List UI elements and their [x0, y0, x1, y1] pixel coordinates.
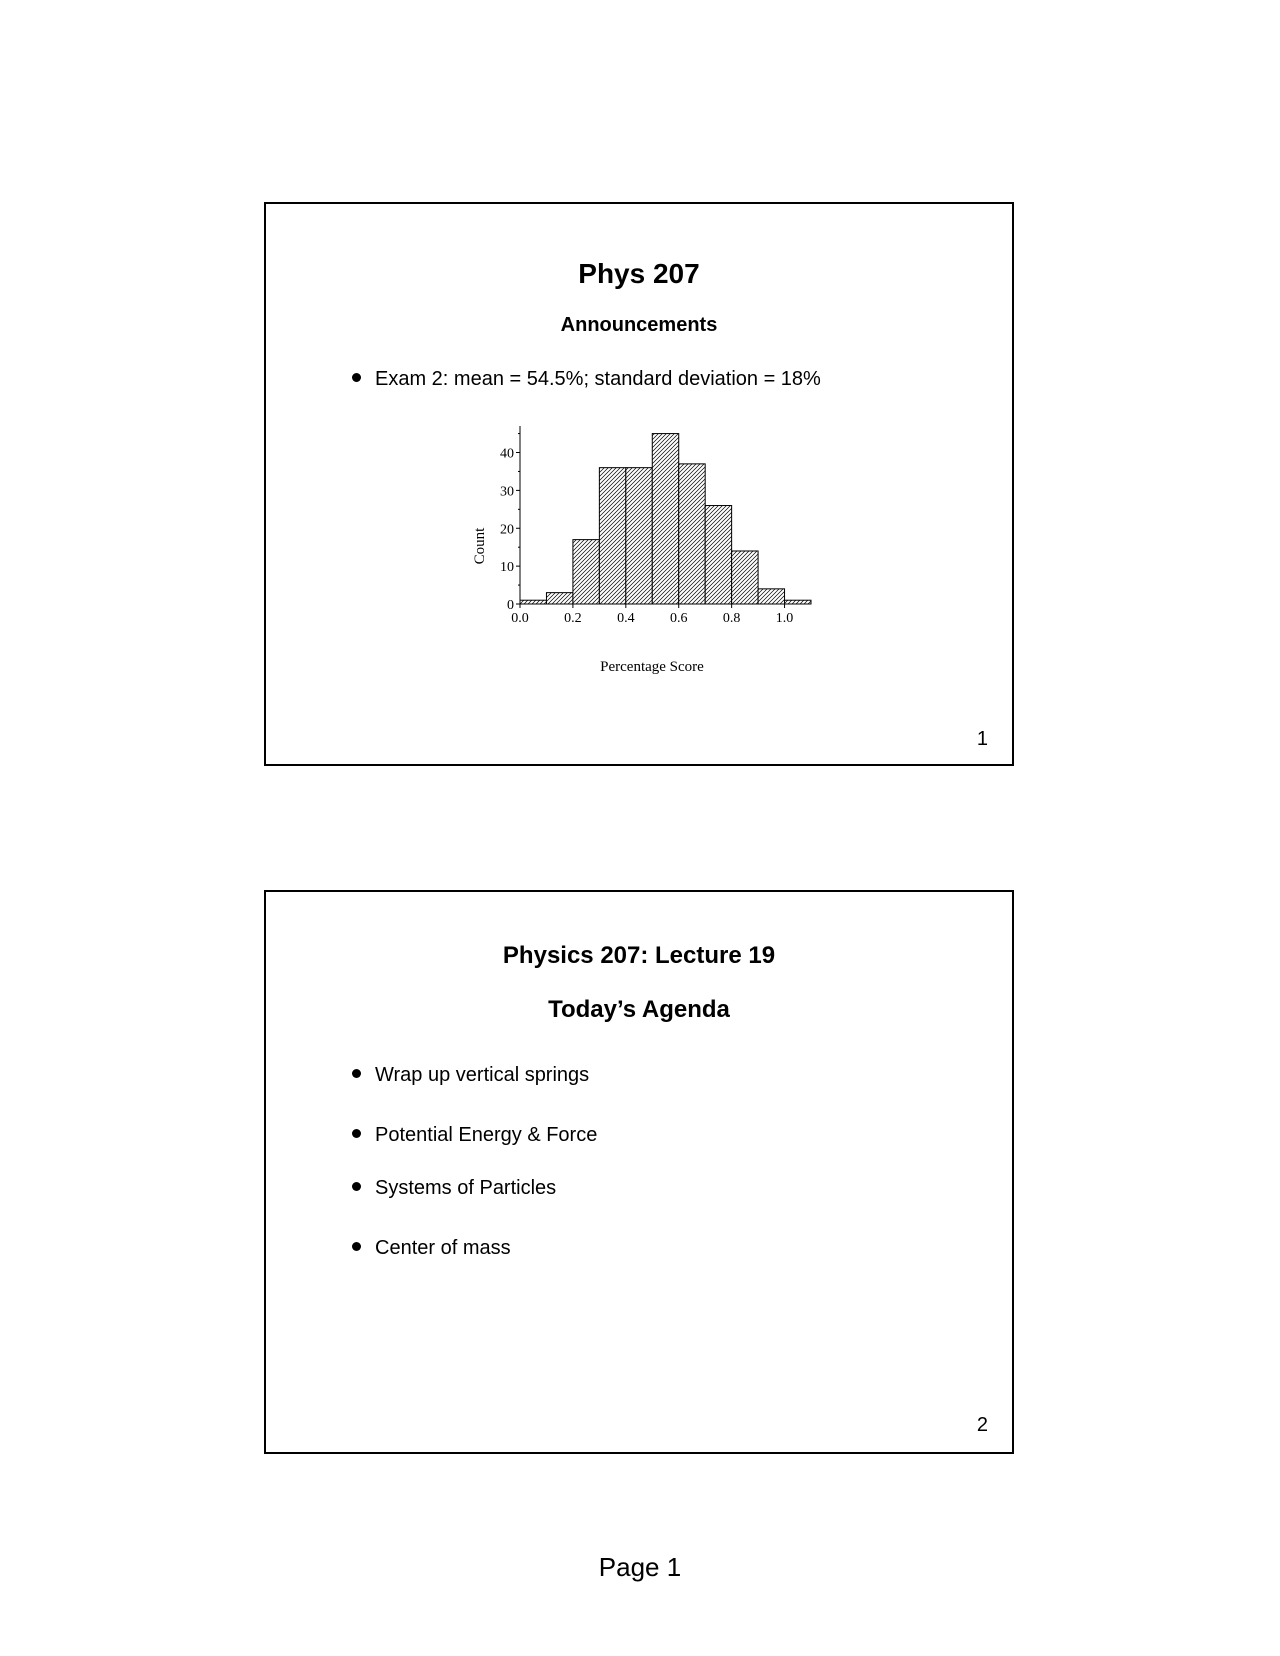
slide-subtitle: Announcements — [560, 314, 718, 336]
bullet-dot-icon — [352, 1069, 361, 1078]
bullet-item — [352, 368, 821, 391]
histogram-chart — [466, 426, 826, 676]
histogram-bar — [599, 468, 625, 604]
bullet-dot-icon — [352, 1182, 361, 1191]
x-tick-label: 0.2 — [564, 611, 582, 626]
histogram-bar — [705, 506, 731, 604]
slide-title: Physics 207: Lecture 19 — [502, 942, 776, 969]
y-axis-label: Count — [472, 527, 488, 565]
bullet-item — [352, 1124, 597, 1147]
histogram-bar — [573, 540, 599, 604]
x-tick-label: 0.0 — [511, 611, 529, 626]
x-axis-label: Percentage Score — [600, 659, 704, 675]
y-tick-label: 0 — [507, 598, 514, 613]
bullet-text: Center of mass — [375, 1237, 511, 1259]
y-tick-label: 10 — [500, 560, 514, 576]
x-tick-label: 1.0 — [775, 611, 794, 626]
y-tick-label: 30 — [500, 484, 514, 500]
slide-subtitle: Today’s Agenda — [548, 996, 730, 1023]
histogram-bar — [546, 593, 572, 604]
page-label: Page 1 — [598, 1552, 682, 1582]
x-tick-label: 0.6 — [669, 611, 688, 626]
x-tick-label: 0.4 — [617, 611, 635, 626]
y-tick-label: 40 — [500, 446, 514, 462]
histogram-bar — [520, 600, 546, 604]
slide-1 — [264, 202, 1014, 766]
y-tick-label: 20 — [500, 522, 514, 538]
bullet-item — [352, 1237, 511, 1260]
histogram-bar — [758, 589, 784, 604]
bullet-text: Exam 2: mean = 54.5%; standard deviation = 18% — [375, 368, 821, 390]
histogram-bar — [785, 600, 811, 604]
histogram-bar — [732, 551, 758, 604]
bullet-item — [352, 1064, 589, 1087]
slide-2 — [264, 890, 1014, 1454]
bullet-dot-icon — [352, 373, 361, 382]
slide-number: 1 — [976, 728, 988, 750]
bullet-item — [352, 1177, 556, 1200]
slide-number: 2 — [976, 1414, 988, 1436]
bars — [520, 434, 811, 604]
histogram-bar — [626, 468, 652, 604]
histogram-bar — [652, 434, 678, 604]
slide-title: Phys 207 — [578, 258, 700, 289]
bullet-text: Potential Energy & Force — [375, 1124, 598, 1146]
bullet-dot-icon — [352, 1129, 361, 1138]
bullet-text: Systems of Particles — [375, 1177, 557, 1199]
bullet-dot-icon — [352, 1242, 361, 1251]
bullet-text: Wrap up vertical springs — [375, 1064, 590, 1086]
histogram-bar — [679, 464, 705, 604]
x-tick-label: 0.8 — [722, 611, 741, 626]
